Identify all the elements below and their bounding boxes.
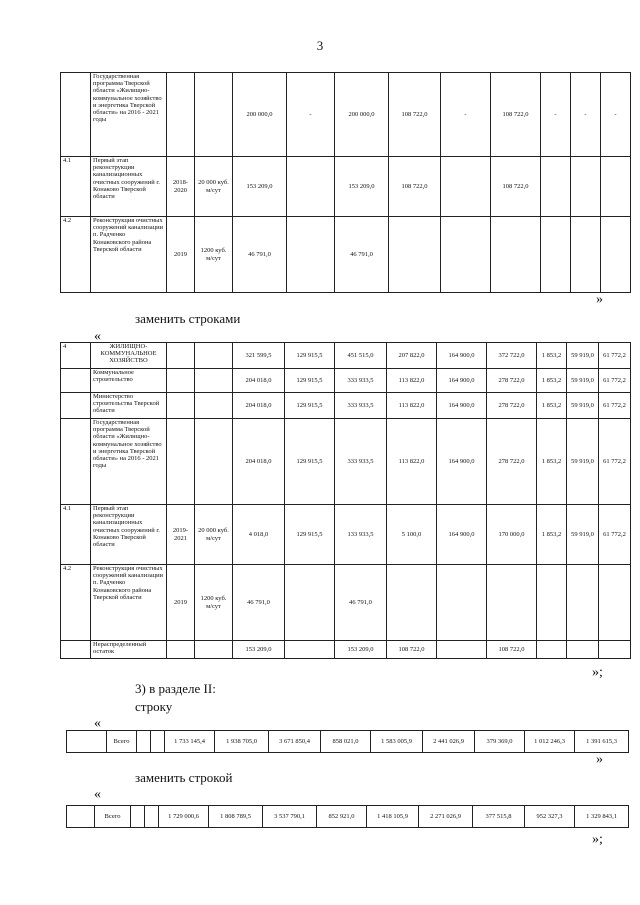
- value-cell: 200 000,0: [233, 73, 287, 157]
- value-cell: [567, 641, 599, 659]
- period-cell: [167, 419, 195, 505]
- value-cell: 59 919,0: [567, 505, 599, 565]
- row-number-cell: 4: [61, 343, 91, 369]
- period-cell: 2019: [167, 217, 195, 293]
- capacity-cell: [195, 73, 233, 157]
- row-name-cell: Министерство строительства Тверской области: [91, 393, 167, 419]
- capacity-cell: [195, 393, 233, 419]
- value-cell: 1 391 615,3: [575, 731, 629, 753]
- value-cell: 61 772,2: [599, 505, 631, 565]
- value-cell: 278 722,0: [487, 393, 537, 419]
- row-number-cell: [61, 641, 91, 659]
- row-number-cell: 4.1: [61, 157, 91, 217]
- value-cell: [599, 641, 631, 659]
- empty-cell: [151, 731, 165, 753]
- value-cell: [601, 157, 631, 217]
- table-row: [61, 565, 631, 641]
- replace-row-text: заменить строкой: [135, 770, 233, 785]
- period-cell: [167, 73, 195, 157]
- value-cell: 1 853,2: [537, 393, 567, 419]
- value-cell: 1 938 705,0: [215, 731, 269, 753]
- value-cell: -: [287, 73, 335, 157]
- close-quote-2: »;: [592, 665, 603, 680]
- value-cell: 5 100,0: [387, 505, 437, 565]
- table-row: [61, 641, 631, 659]
- value-cell: 129 915,5: [285, 505, 335, 565]
- value-cell: 379 369,0: [475, 731, 525, 753]
- value-cell: 333 933,5: [335, 369, 387, 393]
- total-row: [67, 731, 629, 753]
- value-cell: 108 722,0: [387, 641, 437, 659]
- table-original-rows: [60, 72, 631, 293]
- value-cell: 3 537 790,1: [263, 806, 317, 828]
- value-cell: 59 919,0: [567, 419, 599, 505]
- table-row: [61, 419, 631, 505]
- value-cell: 1 583 005,9: [371, 731, 423, 753]
- empty-cell: [131, 806, 145, 828]
- value-cell: 153 209,0: [233, 157, 287, 217]
- value-cell: 377 515,8: [473, 806, 525, 828]
- value-cell: 1 012 246,3: [525, 731, 575, 753]
- period-cell: [167, 641, 195, 659]
- value-cell: 108 722,0: [491, 157, 541, 217]
- table-total-replacement: [66, 805, 629, 828]
- value-cell: -: [441, 73, 491, 157]
- row-name-cell: Первый этап реконструкции канализационных очистных сооружений г. Конаково Тверской области: [91, 505, 167, 565]
- value-cell: [487, 565, 537, 641]
- value-cell: [601, 217, 631, 293]
- capacity-cell: 20 000 куб. м/сут: [195, 157, 233, 217]
- value-cell: 858 021,0: [321, 731, 371, 753]
- total-label-cell: Всего: [107, 731, 137, 753]
- value-cell: 59 919,0: [567, 343, 599, 369]
- value-cell: 59 919,0: [567, 393, 599, 419]
- page-number: 3: [316, 38, 324, 53]
- capacity-cell: [195, 369, 233, 393]
- value-cell: 129 915,5: [285, 369, 335, 393]
- empty-cell: [67, 806, 95, 828]
- value-cell: [441, 157, 491, 217]
- value-cell: [599, 565, 631, 641]
- value-cell: [389, 217, 441, 293]
- period-cell: [167, 369, 195, 393]
- value-cell: 153 209,0: [335, 641, 387, 659]
- value-cell: 200 000,0: [335, 73, 389, 157]
- value-cell: 1 418 105,9: [367, 806, 419, 828]
- row-name-cell: Нераспределенный остаток: [91, 641, 167, 659]
- value-cell: 204 018,0: [233, 369, 285, 393]
- period-cell: [167, 343, 195, 369]
- open-quote-2: «: [94, 716, 101, 731]
- open-quote-3: «: [94, 787, 101, 802]
- value-cell: [571, 157, 601, 217]
- close-quote-4: »;: [592, 832, 603, 847]
- value-cell: [541, 157, 571, 217]
- replace-rows-text: заменить строками: [135, 311, 241, 326]
- table-replacement-rows: [60, 342, 631, 659]
- value-cell: 1 853,2: [537, 343, 567, 369]
- value-cell: -: [541, 73, 571, 157]
- value-cell: 113 822,0: [387, 393, 437, 419]
- capacity-cell: [195, 419, 233, 505]
- value-cell: -: [601, 73, 631, 157]
- value-cell: 1 729 000,6: [159, 806, 209, 828]
- period-cell: 2019: [167, 565, 195, 641]
- value-cell: 3 671 850,4: [269, 731, 321, 753]
- row-name-cell: ЖИЛИЩНО-КОММУНАЛЬНОЕ ХОЗЯЙСТВО: [91, 343, 167, 369]
- value-cell: 278 722,0: [487, 419, 537, 505]
- value-cell: 129 915,5: [285, 343, 335, 369]
- value-cell: 164 900,0: [437, 393, 487, 419]
- table-row: [61, 157, 631, 217]
- period-cell: 2019-2021: [167, 505, 195, 565]
- row-number-cell: [61, 73, 91, 157]
- period-cell: [167, 393, 195, 419]
- table-row: [61, 343, 631, 369]
- value-cell: 153 209,0: [335, 157, 389, 217]
- value-cell: 164 900,0: [437, 419, 487, 505]
- value-cell: 333 933,5: [335, 393, 387, 419]
- capacity-cell: [195, 641, 233, 659]
- section-heading: 3) в разделе II:: [135, 681, 216, 696]
- value-cell: 204 018,0: [233, 393, 285, 419]
- row-name-cell: Реконструкция очистных сооружений канализации п. Радченко Конаковского района Тверской области: [91, 217, 167, 293]
- empty-cell: [137, 731, 151, 753]
- table-row: [61, 505, 631, 565]
- value-cell: 129 915,5: [285, 393, 335, 419]
- capacity-cell: [195, 343, 233, 369]
- table-row: [61, 393, 631, 419]
- value-cell: 129 915,5: [285, 419, 335, 505]
- table-row: [61, 217, 631, 293]
- value-cell: 1 733 145,4: [165, 731, 215, 753]
- value-cell: 46 791,0: [335, 565, 387, 641]
- open-quote-1: «: [94, 329, 101, 344]
- row-name-cell: Государственная программа Тверской области «Жилищно-коммунальное хозяйство и энергетика Тверской области» на 2016 - 2021 годы: [91, 419, 167, 505]
- value-cell: -: [571, 73, 601, 157]
- value-cell: 164 900,0: [437, 505, 487, 565]
- value-cell: 46 791,0: [335, 217, 389, 293]
- total-row: [67, 806, 629, 828]
- value-cell: [287, 157, 335, 217]
- close-quote-3: »: [596, 752, 603, 767]
- table-row: [61, 73, 631, 157]
- value-cell: 61 772,2: [599, 369, 631, 393]
- value-cell: 113 822,0: [387, 419, 437, 505]
- row-name-cell: Реконструкция очистных сооружений канализации п. Радченко Конаковского района Тверской области: [91, 565, 167, 641]
- value-cell: 108 722,0: [389, 157, 441, 217]
- row-number-cell: 4.1: [61, 505, 91, 565]
- value-cell: [541, 217, 571, 293]
- value-cell: [491, 217, 541, 293]
- value-cell: 372 722,0: [487, 343, 537, 369]
- value-cell: 1 329 843,1: [575, 806, 629, 828]
- row-number-cell: [61, 419, 91, 505]
- value-cell: 61 772,2: [599, 393, 631, 419]
- value-cell: 204 018,0: [233, 419, 285, 505]
- empty-cell: [145, 806, 159, 828]
- value-cell: 108 722,0: [487, 641, 537, 659]
- value-cell: 207 822,0: [387, 343, 437, 369]
- table-total-original: [66, 730, 629, 753]
- value-cell: [537, 565, 567, 641]
- value-cell: 952 327,3: [525, 806, 575, 828]
- value-cell: 170 000,0: [487, 505, 537, 565]
- value-cell: [287, 217, 335, 293]
- value-cell: 46 791,0: [233, 217, 287, 293]
- value-cell: 278 722,0: [487, 369, 537, 393]
- value-cell: [387, 565, 437, 641]
- value-cell: [437, 565, 487, 641]
- total-label-cell: Всего: [95, 806, 131, 828]
- value-cell: 59 919,0: [567, 369, 599, 393]
- close-quote-1: »: [596, 292, 603, 307]
- value-cell: 1 853,2: [537, 419, 567, 505]
- value-cell: 61 772,2: [599, 419, 631, 505]
- value-cell: 61 772,2: [599, 343, 631, 369]
- period-cell: 2018-2020: [167, 157, 195, 217]
- value-cell: [571, 217, 601, 293]
- value-cell: 451 515,0: [335, 343, 387, 369]
- value-cell: [437, 641, 487, 659]
- value-cell: [537, 641, 567, 659]
- value-cell: [567, 565, 599, 641]
- value-cell: 113 822,0: [387, 369, 437, 393]
- value-cell: [285, 641, 335, 659]
- value-cell: 2 441 026,9: [423, 731, 475, 753]
- empty-cell: [67, 731, 107, 753]
- value-cell: 1 853,2: [537, 505, 567, 565]
- value-cell: 333 933,5: [335, 419, 387, 505]
- value-cell: 108 722,0: [491, 73, 541, 157]
- capacity-cell: 1200 куб. м/сут: [195, 217, 233, 293]
- value-cell: 852 921,0: [317, 806, 367, 828]
- capacity-cell: 20 000 куб. м/сут: [195, 505, 233, 565]
- value-cell: 164 900,0: [437, 369, 487, 393]
- row-name-cell: Коммунальное строительство: [91, 369, 167, 393]
- value-cell: 108 722,0: [389, 73, 441, 157]
- value-cell: 2 271 026,9: [419, 806, 473, 828]
- row-name-cell: Государственная программа Тверской области «Жилищно-коммунальное хозяйство и энергетика Тверской области» на 2016 - 2021 годы: [91, 73, 167, 157]
- row-number-cell: [61, 393, 91, 419]
- row-number-cell: [61, 369, 91, 393]
- row-name-cell: Первый этап реконструкции канализационных очистных сооружений г. Конаково Тверской области: [91, 157, 167, 217]
- capacity-cell: 1200 куб. м/сут: [195, 565, 233, 641]
- table-row: [61, 369, 631, 393]
- value-cell: 153 209,0: [233, 641, 285, 659]
- value-cell: 46 791,0: [233, 565, 285, 641]
- value-cell: 321 599,5: [233, 343, 285, 369]
- row-number-cell: 4.2: [61, 565, 91, 641]
- row-number-cell: 4.2: [61, 217, 91, 293]
- value-cell: 164 900,0: [437, 343, 487, 369]
- value-cell: 1 808 789,5: [209, 806, 263, 828]
- value-cell: [441, 217, 491, 293]
- value-cell: 1 853,2: [537, 369, 567, 393]
- line-word: строку: [135, 699, 173, 714]
- value-cell: 133 933,5: [335, 505, 387, 565]
- value-cell: [285, 565, 335, 641]
- value-cell: 4 018,0: [233, 505, 285, 565]
